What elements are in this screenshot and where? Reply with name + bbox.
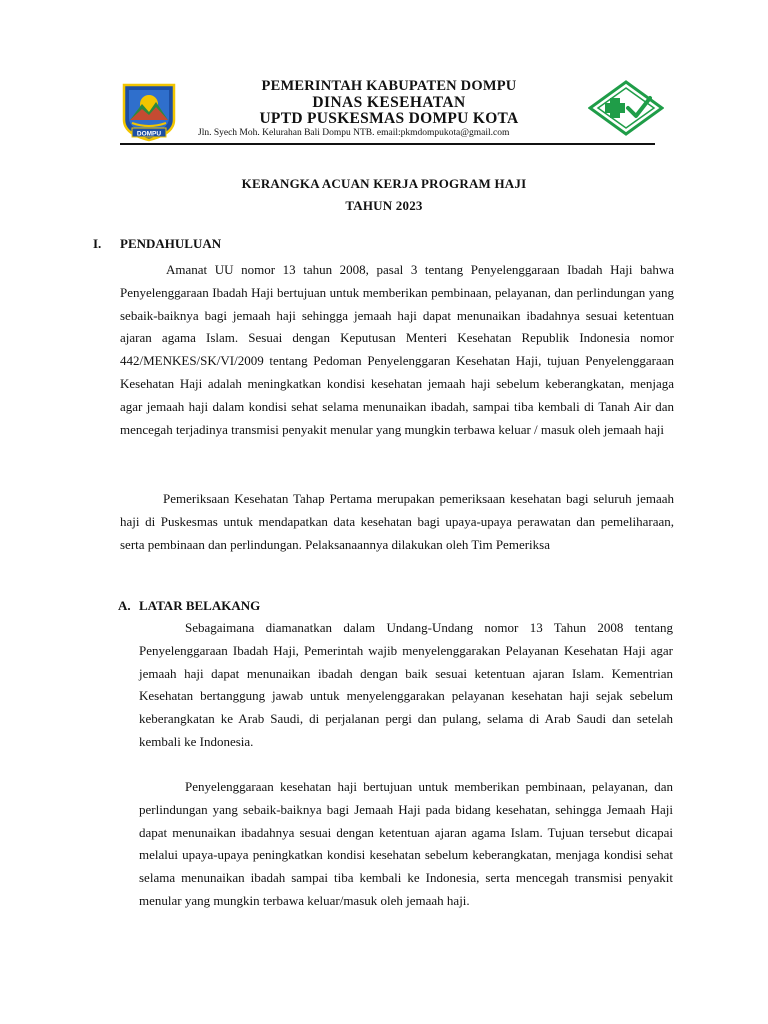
crest-label: DOMPU [136, 130, 162, 138]
section-heading: PENDAHULUAN [120, 236, 222, 251]
letterhead [118, 78, 658, 142]
section-number: I. [93, 236, 102, 251]
letterhead-text [198, 78, 574, 139]
subsection-letter: A. [118, 598, 131, 613]
letterhead-address: Jln. Syech Moh. Kelurahan Bali Dompu NTB. email:pkmdompukota@gmail.com [198, 128, 510, 138]
subsection-heading: LATAR BELAKANG [139, 598, 261, 613]
section-paragraph: Amanat UU nomor 13 tahun 2008, pasal 3 tentang Penyelenggaraan Ibadah Haji bahwa Penyelenggaraan Ibadah Haji bertujuan untuk memberikan pembinaan, pelayanan, dan perlindungan yang sebaik-baiknya bagi jemaah haji sehingga jemaah haji dapat menunaikan ibadahnya sesuai ketentuan ajaran agama Islam. Sesuai dengan Keputusan Menteri Kesehatan Republik Indonesia nomor 442/MENKES/SK/VI/2009 tentang Pedoman Penyelenggaran Kesehatan Haji, tujuan Penyelenggaraan Kesehatan Haji adalah meningkatkan kondisi kesehatan jemaah haji sebelum keberangkatan, menjaga agar jemaah haji dalam kondisi sehat selama menunaikan ibadah, sampai tiba kembali di Tanah Air dan mencegah terjadinya transmisi penyakit menular yang mungkin terbawa keluar / masuk oleh jemaah haji [120, 262, 674, 437]
subsection-paragraph: Penyelenggaraan kesehatan haji bertujuan untuk memberikan pembinaan, pelayanan, dan perlindungan yang sebaik-baiknya bagi Jemaah Haji pada bidang kesehatan, sehingga Jemaah Haji dapat menunaikan ibadahnya sesuai dengan ketentuan ajaran agama Islam. Tujuan tersebut dicapai melalui upaya-upaya peningkatkan kondisi kesehatan sebelum keberangkatan, menjaga kondisi sehat selama menunaikan ibadah sampai tiba kembali ke Indonesia, serta mencegah transmisi penyakit menular yang mungkin terbawa keluar/masuk oleh jemaah haji. [139, 779, 673, 908]
puskesmas-cross-logo-icon [588, 80, 664, 136]
dompu-regency-crest-icon [118, 82, 180, 142]
document-year: TAHUN 2023 [345, 198, 423, 213]
subsection-paragraph: Sebagaimana diamanatkan dalam Undang-Undang nomor 13 Tahun 2008 tentang Penyelenggaraan Ibadah Haji, Pemerintah wajib menyelenggarakan Pelayanan Kesehatan Haji agar jemaah haji dapat menunaikan ibadah dengan baik sesuai ketentuan ajaran Islam. Kementrian Kesehatan bertanggung jawab untuk menyelenggarakan pelayanan kesehatan haji sejak sebelum keberangkatan ke Arab Saudi, di perjalanan pergi dan pulang, selama di Arab Saudi dan setelah kembali ke Indonesia. [139, 620, 673, 749]
letterhead-agency: DINAS KESEHATAN [312, 94, 466, 111]
letterhead-government: PEMERINTAH KABUPATEN DOMPU [261, 78, 517, 94]
document-title: KERANGKA ACUAN KERJA PROGRAM HAJI [241, 176, 527, 191]
letterhead-unit: UPTD PUSKESMAS DOMPU KOTA [259, 110, 519, 127]
letterhead-divider [120, 143, 655, 145]
section-paragraph: Pemeriksaan Kesehatan Tahap Pertama merupakan pemeriksaan kesehatan bagi seluruh jemaah haji di Puskesmas untuk mendapatkan data kesehatan bagi upaya-upaya perawatan dan pemeliharaan, serta pembinaan dan perlindungan. Pelaksanaannya dilakukan oleh Tim Pemeriksa [120, 491, 674, 552]
